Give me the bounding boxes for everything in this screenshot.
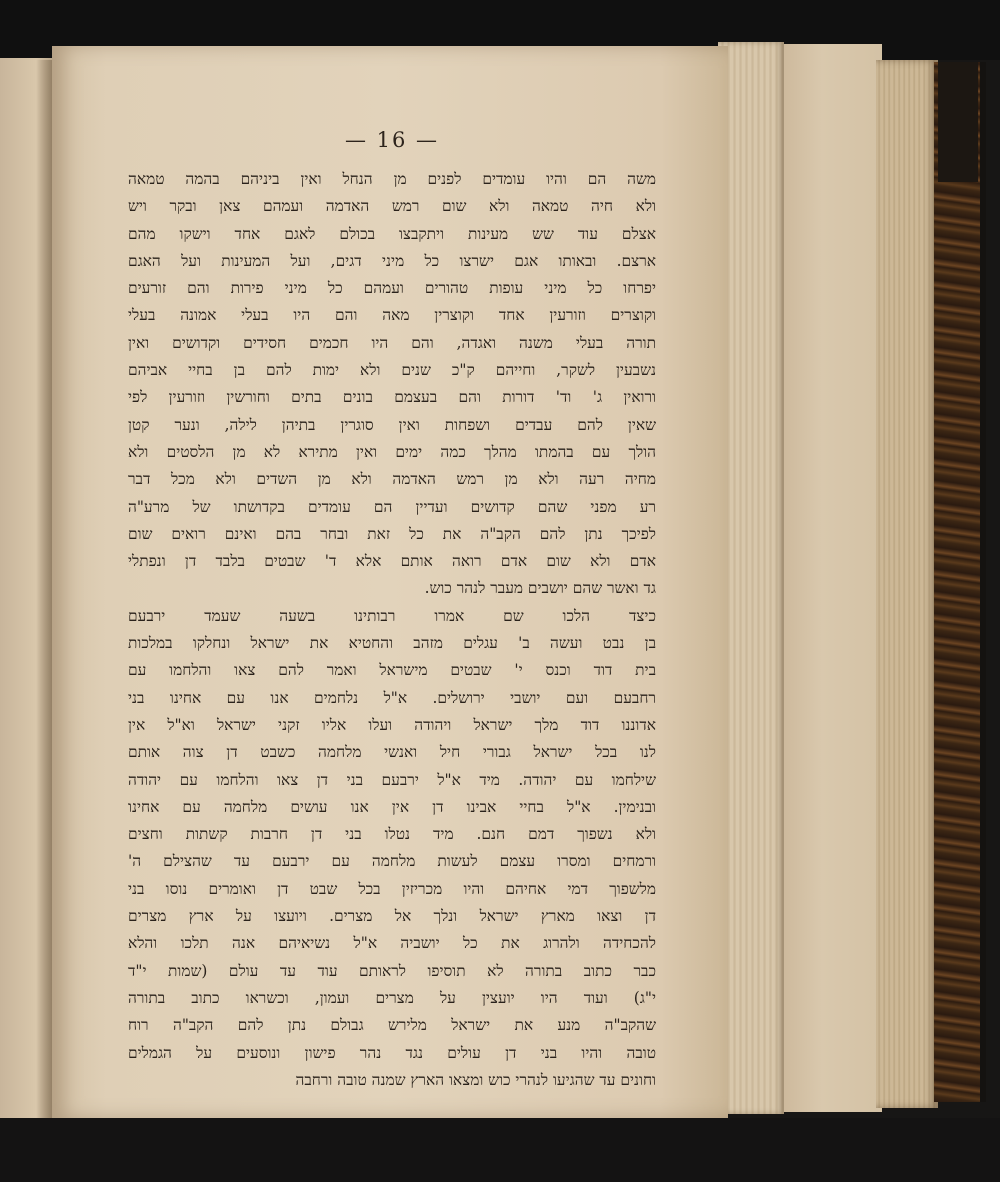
text-line: וקוצרים וזורעין אחד וקוצרין מאה והם היו בעלי אמונה בעלי [128,306,656,325]
text-line: כבר כתוב בתורה לא תוסיפו לראותם עוד עד עולם (שמות י"ד [128,961,656,980]
text-line: ובנימין. א"ל בחיי אבינו דן אין אנו עושים מלחמה עם אחינו [128,797,656,816]
text-line: ורואין ג' וד' דורות והם בעצמם בונים בתים וחורשין וזורעין לפי [128,388,656,407]
text-line: טובה והיו בני דן עולים נגד נהר פישון ונוסעים על הגמלים [128,1043,656,1062]
page-number: — 16 — [344,128,440,152]
text-line: משה הם והיו עומדים לפנים מן הנחל ואין ביניהם בהמה טמאה [128,170,656,188]
fore-edge-pages [876,60,938,1108]
text-line: ולא נשפוך דמם חנם. מיד נטלו בני דן חרבות קשתות וחצים [128,825,656,844]
text-line: רע מפני שהם קדושים ועדיין הם עומדים בקדושתו של מרע"ה [128,497,656,516]
paragraph [128,603,656,1094]
text-line: נשבעין לשקר, וחייהם ק"כ שנים ולא ימות להם בן בחיי אביהם [128,361,656,380]
text-line: מלשפוך דמי אחיהם והיו מכריזין בכל שבט דן ואומרים נוסו בני [128,879,656,898]
text-line: אדוננו דוד מלך ישראל ויהודה ועלו אליו זקני ישראל וא"ל אין [128,715,656,734]
page-content [128,128,656,1094]
text-line: מחיה רעה ולא מן רמש האדמה ולא מן השדים ולא מכל דבר [128,470,656,489]
text-line: וחונים עד שהגיעו לנהרי כוש ומצאו הארץ שמנה טובה ורחבה [295,1070,656,1089]
text-line: גד ואשר שהם יושבים מעבר לנהר כוש. [424,579,656,598]
text-line: שהקב"ה מנע את ישראל מלירש גבולם נתן להם הקב"ה רוח [128,1016,656,1035]
text-line: אדם ולא שום אדם רואה אותם אלא ד' שבטים בלבד דן ונפתלי [128,552,656,571]
text-line: אצלם עוד שש מעינות ויתקבצו בכולם לאגם אחד וישקו מהם [128,224,656,243]
back-page [782,44,882,1112]
text-line: ולא חיה טמאה ולא שום רמש האדמה ועמהם צאן ובקר ויש [128,197,656,216]
text-line: י"ג) ועוד היו יועצין על מצרים ועמון, וכשראו כתוב בתורה [128,988,656,1007]
text-line: הולך עם בהמתו מהלך כמה ימים ואין מתירא לא מן הלסטים ולא [128,442,656,461]
text-line: כיצד הלכו שם אמרו רבותינו בשעה שעמד ירבעם [128,606,656,625]
background-bottom [0,1118,1000,1182]
text-line: תורה בעלי משנה ואגדה, והם היו חכמים חסידים וקדושים ואין [128,333,656,352]
text-line: שאין להם עבדים ושפחות ואין סוגרין בתיהן לילה, ונער קטן [128,415,656,434]
hebrew-text-body [128,166,656,1094]
text-line: לנו בכל ישראל גבורי חיל ואנשי מלחמה כשבט דן צוה אותם [128,743,656,762]
text-line: שילחמו עם יהודה. מיד א"ל ירבעם בני דן צאו והלחמו עם יהודה [128,770,656,789]
text-line: להכחידה ולהרוג את כל יושביה א"ל נשיאיהם אנה תלכו והלא [128,934,656,953]
text-line: בן נבט ועשה ב' עגלים מזהב והחטיא את ישראל ונחלקו במלכות [128,634,656,653]
text-line: לפיכך נתן להם הקב"ה את כל זאת ובחר בהם ואינם רואים שום [128,524,656,543]
text-line: ורמחים ומסרו עצמם לעשות מלחמה עם ירבעם עד שהצילם ה' [128,852,656,871]
cover-corner [938,62,978,182]
marbled-cover-edge [934,62,986,1102]
text-line: דן וצאו מארץ ישראל ונלך אל מצרים. ויועצו על ארץ מצרים [128,907,656,926]
text-line: רחבעם ועם יושבי ירושלים. א"ל נלחמים אנו עם אחינו בני [128,688,656,707]
paragraph [128,166,656,603]
text-line: בית דוד וכנס י' שבטים מישראל ואמר להם צאו והלחמו עם [128,661,656,680]
text-line: ארצם. ובאותו אגם ישרצו כל מיני דגים, ועל המעינות ועל האגם [128,251,656,270]
text-line: יפרחו כל מיני עופות טהורים ועמהם כל מיני פירות והם זורעים [128,279,656,298]
